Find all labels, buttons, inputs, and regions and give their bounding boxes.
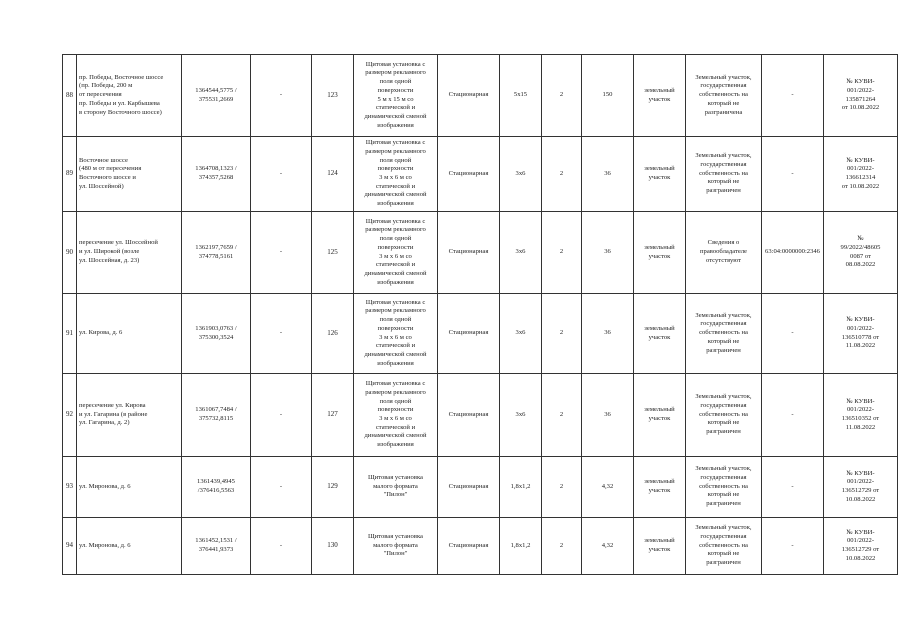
cell-mode: Стационарная bbox=[438, 457, 500, 518]
cell-ownership: Земельный участок, государственная собственность на который не разграничен bbox=[686, 457, 762, 518]
cell-land: земельный участок bbox=[634, 55, 686, 137]
cell-mode: Стационарная bbox=[438, 374, 500, 457]
registry-table bbox=[62, 54, 898, 575]
cell-structure-type: Щитовая установка с размером рекламного поля одной поверхности 5 м х 15 м со статической и динамической сменой изображения bbox=[354, 55, 438, 137]
cell-row-number: 88 bbox=[63, 55, 77, 137]
cell-size: 1,8х1,2 bbox=[500, 457, 542, 518]
cell-address: ул. Миронова, д. 6 bbox=[77, 457, 182, 518]
cell-structure-type: Щитовая установка малого формата "Пилон" bbox=[354, 457, 438, 518]
cell-sides: 2 bbox=[542, 518, 582, 575]
cell-dash: - bbox=[251, 137, 312, 212]
cell-address: ул. Миронова, д. 6 bbox=[77, 518, 182, 575]
cell-structure-number: 124 bbox=[312, 137, 354, 212]
cell-structure-type: Щитовая установка с размером рекламного поля одной поверхности 3 м х 6 м со статической и динамической сменой изображения bbox=[354, 294, 438, 374]
cell-row-number: 94 bbox=[63, 518, 77, 575]
cell-row-number: 93 bbox=[63, 457, 77, 518]
cell-structure-type: Щитовая установка с размером рекламного поля одной поверхности 3 м х 6 м со статической и динамической сменой изображения bbox=[354, 374, 438, 457]
cell-address: ул. Кирова, д. 6 bbox=[77, 294, 182, 374]
cell-structure-type: Щитовая установка малого формата "Пилон" bbox=[354, 518, 438, 575]
cell-document: № КУВИ- 001/2022- 136512729 от 10.08.2022 bbox=[824, 457, 898, 518]
cell-cadastral: - bbox=[762, 55, 824, 137]
cell-area: 4,32 bbox=[582, 518, 634, 575]
cell-address: пересечение ул. Кирова и ул. Гагарина (в районе ул. Гагарина, д. 2) bbox=[77, 374, 182, 457]
cell-structure-number: 127 bbox=[312, 374, 354, 457]
cell-cadastral: - bbox=[762, 137, 824, 212]
cell-structure-type: Щитовая установка с размером рекламного поля одной поверхности 3 м х 6 м со статической и динамической сменой изображения bbox=[354, 137, 438, 212]
cell-document: № КУВИ- 001/2022- 135871264 от 10.08.2022 bbox=[824, 55, 898, 137]
cell-sides: 2 bbox=[542, 374, 582, 457]
table-row bbox=[63, 212, 898, 294]
cell-land: земельный участок bbox=[634, 137, 686, 212]
cell-dash: - bbox=[251, 457, 312, 518]
cell-structure-type: Щитовая установка с размером рекламного поля одной поверхности 3 м х 6 м со статической и динамической сменой изображения bbox=[354, 212, 438, 294]
cell-area: 4,32 bbox=[582, 457, 634, 518]
cell-sides: 2 bbox=[542, 212, 582, 294]
cell-size: 3х6 bbox=[500, 212, 542, 294]
cell-ownership: Земельный участок, государственная собственность на который не разграничен bbox=[686, 294, 762, 374]
cell-size: 3х6 bbox=[500, 374, 542, 457]
cell-size: 5х15 bbox=[500, 55, 542, 137]
cell-area: 36 bbox=[582, 294, 634, 374]
cell-address: пересечение ул. Шоссейной и ул. Широкой (возле ул. Шоссейная, д. 23) bbox=[77, 212, 182, 294]
cell-mode: Стационарная bbox=[438, 55, 500, 137]
table-row bbox=[63, 55, 898, 137]
cell-mode: Стационарная bbox=[438, 137, 500, 212]
cell-structure-number: 125 bbox=[312, 212, 354, 294]
cell-structure-number: 130 bbox=[312, 518, 354, 575]
cell-mode: Стационарная bbox=[438, 212, 500, 294]
cell-structure-number: 129 bbox=[312, 457, 354, 518]
cell-coordinates: 1361439,4945 /376416,5563 bbox=[182, 457, 251, 518]
cell-mode: Стационарная bbox=[438, 294, 500, 374]
cell-coordinates: 1364708,1323 / 374357,5268 bbox=[182, 137, 251, 212]
cell-ownership: Земельный участок, государственная собственность на который не разграничена bbox=[686, 55, 762, 137]
cell-document: № КУВИ- 001/2022- 136510352 от 11.08.2022 bbox=[824, 374, 898, 457]
cell-size: 3х6 bbox=[500, 294, 542, 374]
cell-coordinates: 1364544,5775 / 375531,2669 bbox=[182, 55, 251, 137]
cell-address: Восточное шоссе (480 м от пересечения Восточного шоссе и ул. Шоссейной) bbox=[77, 137, 182, 212]
cell-mode: Стационарная bbox=[438, 518, 500, 575]
cell-row-number: 92 bbox=[63, 374, 77, 457]
cell-structure-number: 123 bbox=[312, 55, 354, 137]
cell-document: № КУВИ- 001/2022- 136510778 от 11.08.2022 bbox=[824, 294, 898, 374]
registry-body bbox=[63, 55, 898, 575]
cell-ownership: Земельный участок, государственная собственность на который не разграничен bbox=[686, 137, 762, 212]
cell-area: 36 bbox=[582, 137, 634, 212]
cell-sides: 2 bbox=[542, 55, 582, 137]
cell-document: № КУВИ- 001/2022- 136612314 от 10.08.2022 bbox=[824, 137, 898, 212]
cell-coordinates: 1361452,1531 / 376441,9373 bbox=[182, 518, 251, 575]
cell-document: № КУВИ- 001/2022- 136512729 от 10.08.2022 bbox=[824, 518, 898, 575]
cell-dash: - bbox=[251, 518, 312, 575]
cell-area: 150 bbox=[582, 55, 634, 137]
cell-cadastral: - bbox=[762, 294, 824, 374]
cell-land: земельный участок bbox=[634, 212, 686, 294]
cell-coordinates: 1361067,7484 / 375732,8115 bbox=[182, 374, 251, 457]
cell-area: 36 bbox=[582, 212, 634, 294]
cell-cadastral: - bbox=[762, 374, 824, 457]
cell-dash: - bbox=[251, 55, 312, 137]
cell-coordinates: 1362197,7659 / 374778,5161 bbox=[182, 212, 251, 294]
cell-dash: - bbox=[251, 374, 312, 457]
cell-cadastral: - bbox=[762, 518, 824, 575]
cell-address: пр. Победы, Восточное шоссе (пр. Победы, 200 м от пересечения пр. Победы и ул. Карбышева в сторону Восточного шоссе) bbox=[77, 55, 182, 137]
cell-ownership: Сведения о правообладателе отсутствуют bbox=[686, 212, 762, 294]
table-row bbox=[63, 374, 898, 457]
cell-area: 36 bbox=[582, 374, 634, 457]
cell-ownership: Земельный участок, государственная собственность на который не разграничен bbox=[686, 518, 762, 575]
cell-row-number: 89 bbox=[63, 137, 77, 212]
cell-size: 1,8х1,2 bbox=[500, 518, 542, 575]
cell-cadastral: - bbox=[762, 457, 824, 518]
table-row bbox=[63, 518, 898, 575]
cell-sides: 2 bbox=[542, 457, 582, 518]
cell-ownership: Земельный участок, государственная собственность на который не разграничен bbox=[686, 374, 762, 457]
cell-sides: 2 bbox=[542, 294, 582, 374]
cell-land: земельный участок bbox=[634, 457, 686, 518]
cell-land: земельный участок bbox=[634, 374, 686, 457]
cell-structure-number: 126 bbox=[312, 294, 354, 374]
table-row bbox=[63, 137, 898, 212]
cell-land: земельный участок bbox=[634, 518, 686, 575]
cell-cadastral: 63:04:0000000:2346 bbox=[762, 212, 824, 294]
table-row bbox=[63, 294, 898, 374]
table-row bbox=[63, 457, 898, 518]
cell-dash: - bbox=[251, 294, 312, 374]
cell-document: № 99/2022/48605 0087 от 08.08.2022 bbox=[824, 212, 898, 294]
cell-land: земельный участок bbox=[634, 294, 686, 374]
cell-row-number: 90 bbox=[63, 212, 77, 294]
cell-size: 3х6 bbox=[500, 137, 542, 212]
cell-coordinates: 1361903,0763 / 375300,3524 bbox=[182, 294, 251, 374]
cell-sides: 2 bbox=[542, 137, 582, 212]
cell-row-number: 91 bbox=[63, 294, 77, 374]
cell-dash: - bbox=[251, 212, 312, 294]
